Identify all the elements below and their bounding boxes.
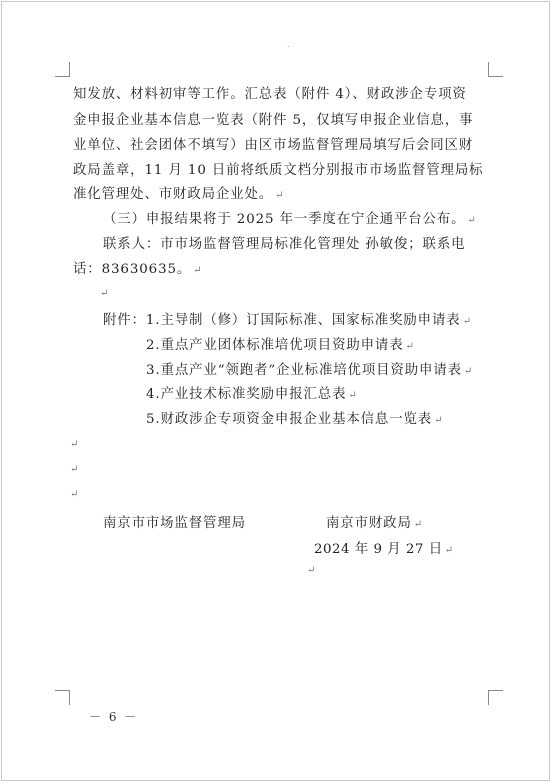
item3-line: （三）申报结果将于 2025 年一季度在宁企通平台公布。 ↵ — [103, 212, 477, 227]
contact-line: 联系人：市市场监督管理局标准化管理处 孙敏俊；联系电 — [103, 237, 466, 252]
margin-corner-bottom-right — [488, 690, 503, 705]
signature-left: 南京市市场监督管理局 — [103, 516, 246, 531]
attachment-item: 附件：1.主导制（修）订国际标准、国家标准奖励申请表 ↵ — [103, 313, 472, 328]
attachment-item: 2.重点产业团体标准培优项目资助申请表 ↵ — [146, 338, 415, 353]
paragraph-mark-icon: ↵ — [462, 316, 472, 327]
paragraph-mark-icon: ↵ — [463, 366, 474, 377]
margin-corner-top-left — [55, 62, 70, 77]
paragraph-mark-icon: ↵ — [70, 439, 79, 450]
margin-corner-bottom-left — [55, 690, 70, 705]
paragraph-mark-icon: ↵ — [70, 464, 79, 475]
body-line: 准化管理处、市财政局企业处。 ↵ — [73, 187, 285, 202]
paragraph-mark-icon: ↵ — [307, 565, 316, 576]
contact-line: 话：83630635。 ↵ — [73, 262, 203, 277]
page-number: － 6 － — [89, 710, 139, 724]
signature-date: 2024 年 9 月 27 日 ↵ — [314, 542, 454, 557]
paragraph-mark-icon: ↵ — [413, 519, 424, 530]
attachment-item: 3.重点产业“领跑者”企业标准培优项目资助申请表 ↵ — [146, 363, 474, 378]
attachment-item: 4.产业技术标准奖励申报汇总表 ↵ — [146, 387, 358, 402]
margin-corner-top-right — [488, 62, 503, 77]
header-marker: . — [287, 40, 290, 49]
paragraph-mark-icon: ↵ — [348, 390, 358, 401]
paragraph-mark-icon: ↵ — [70, 489, 79, 500]
paragraph-mark-icon: ↵ — [434, 415, 444, 426]
paragraph-mark-icon: ↵ — [444, 545, 454, 556]
body-line: 知发放、材料初审等工作。汇总表（附件 4）、财政涉企专项资 — [73, 87, 467, 102]
signature-right: 南京市财政局 ↵ — [326, 516, 424, 531]
body-line: 金申报企业基本信息一览表（附件 5，仅填写申报企业信息，事 — [73, 113, 474, 128]
attachment-item: 5.财政涉企专项资金申报企业基本信息一览表 ↵ — [146, 412, 444, 427]
paragraph-mark-icon: ↵ — [193, 265, 203, 276]
paragraph-mark-icon: ↵ — [405, 341, 415, 352]
paragraph-mark-icon: ↵ — [100, 288, 109, 299]
paragraph-mark-icon: ↵ — [467, 215, 477, 226]
paragraph-mark-icon: ↵ — [275, 190, 285, 201]
body-line: 业单位、社会团体不填写）由区市场监督管理局填写后会同区财 — [73, 138, 474, 153]
body-line: 政局盖章，11 月 10 日前将纸质文档分别报市市场监督管理局标 — [73, 163, 484, 178]
